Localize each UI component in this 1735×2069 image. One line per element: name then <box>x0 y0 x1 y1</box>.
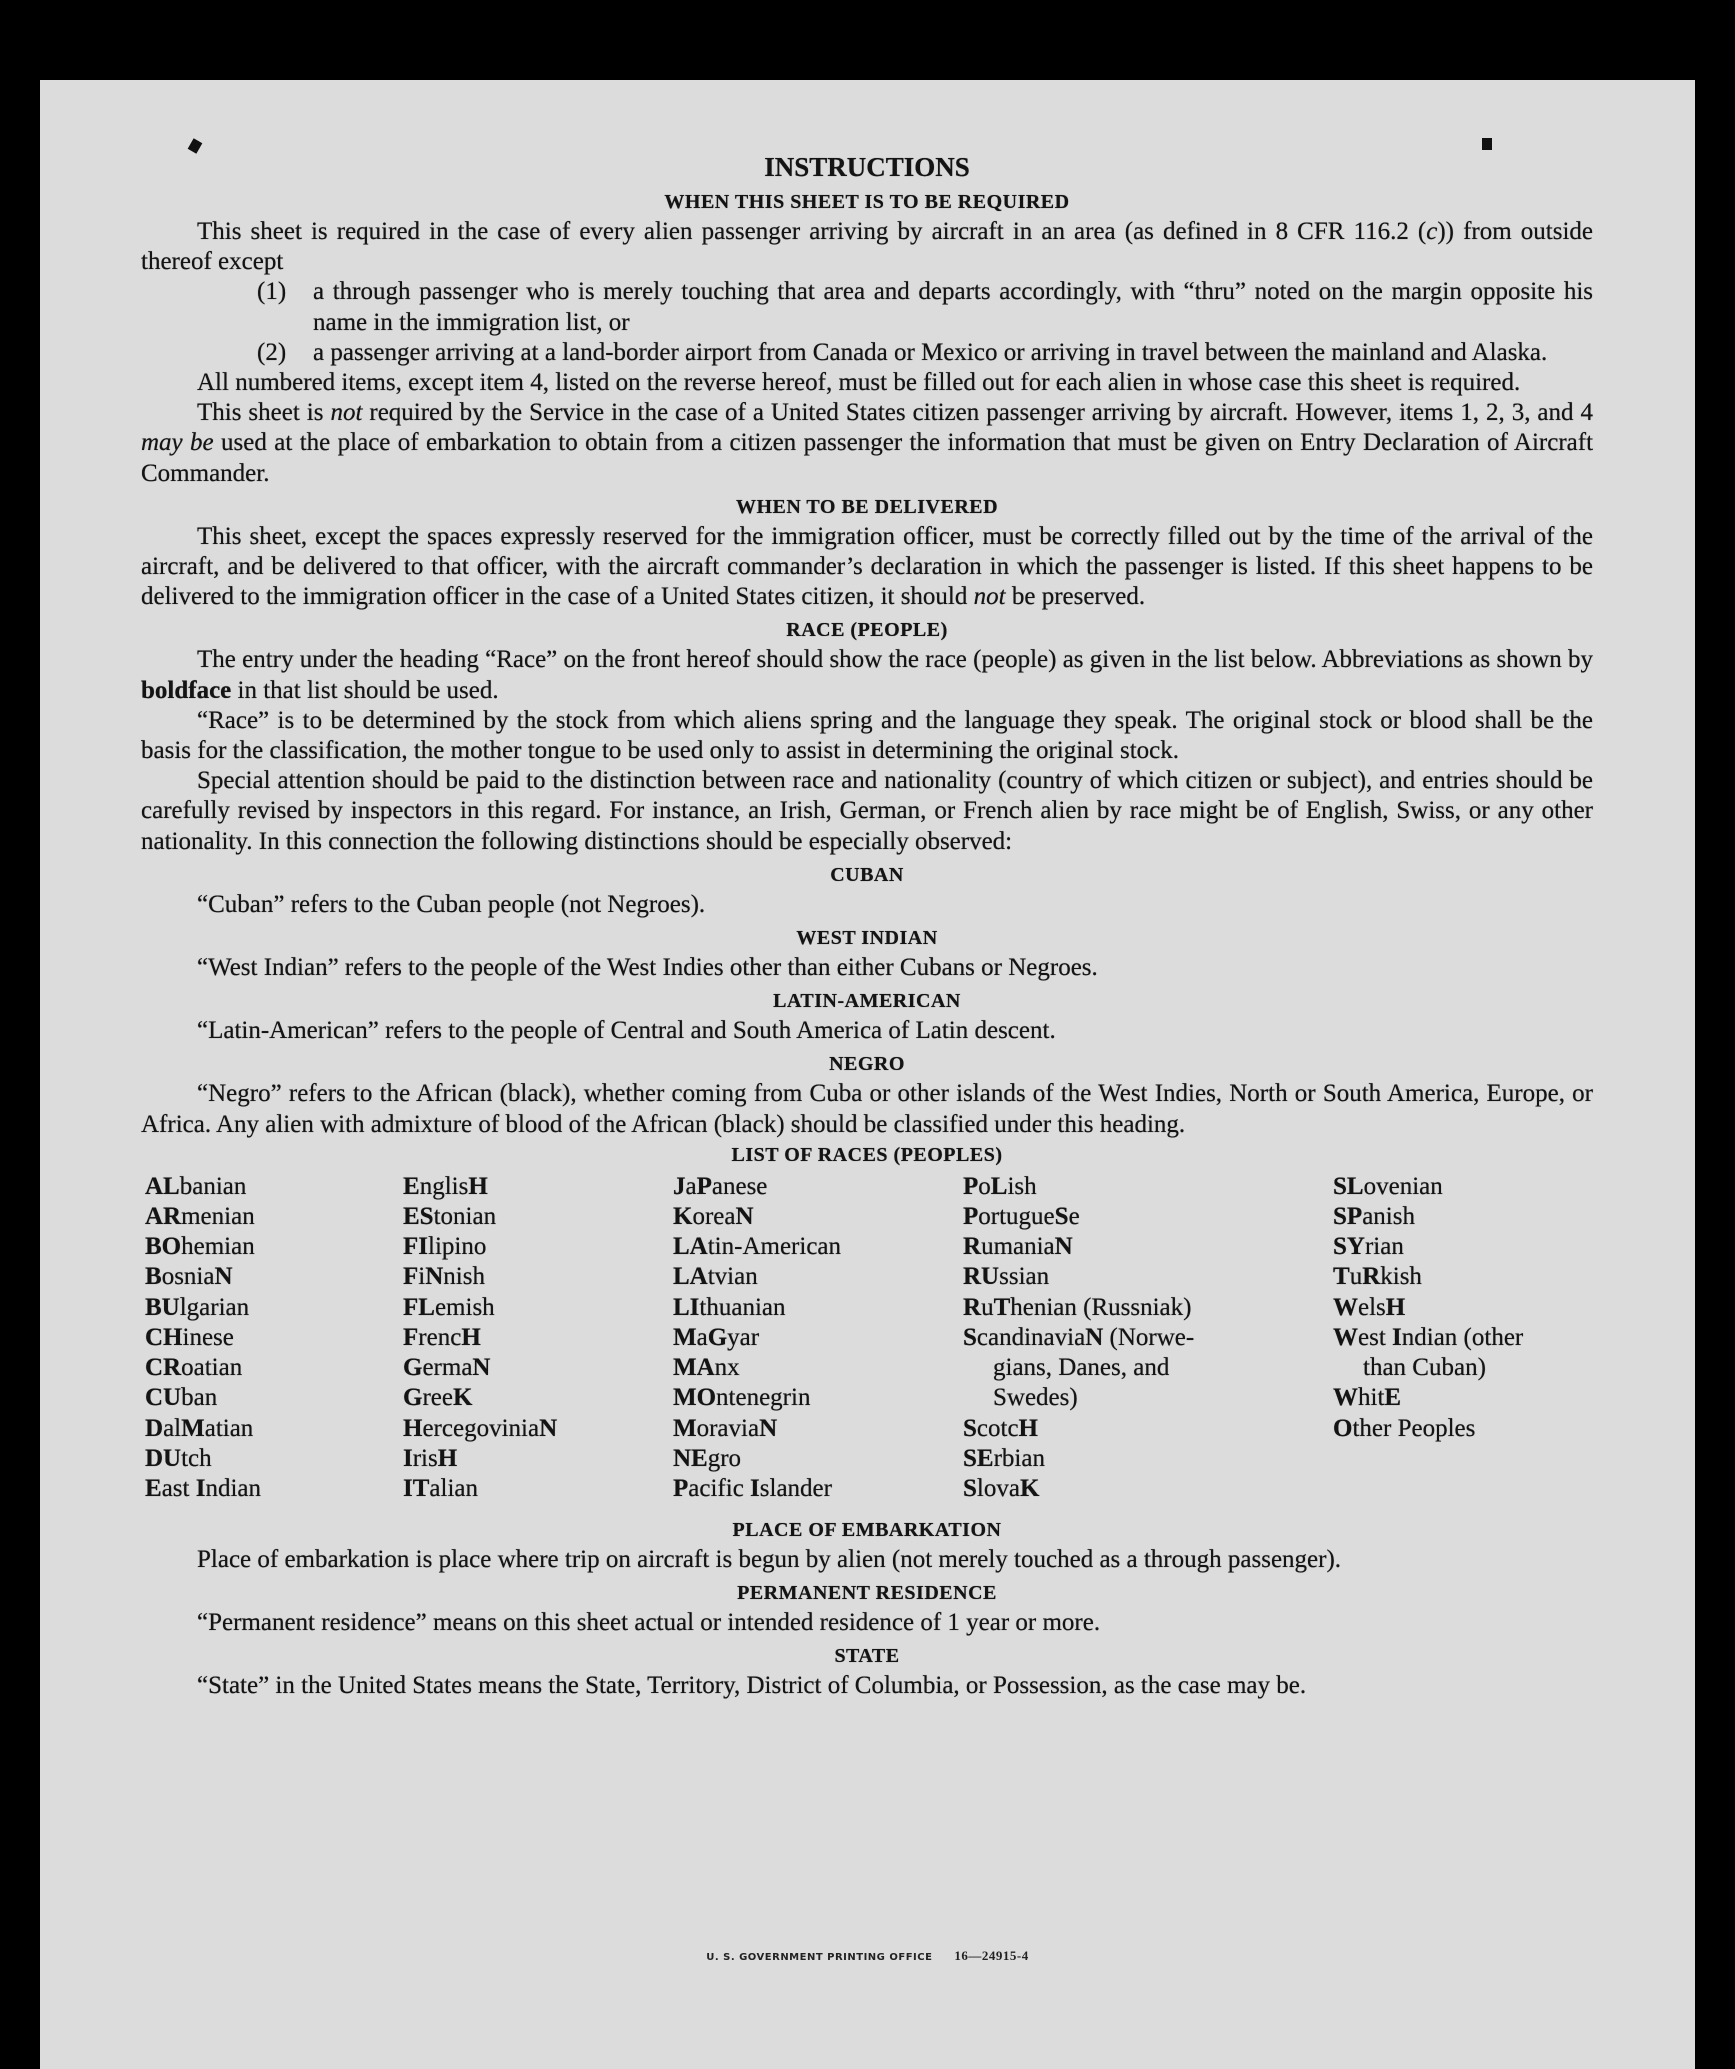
bold-text: boldface <box>141 676 232 704</box>
race-entry <box>673 1444 841 1474</box>
race-entry <box>145 1293 261 1323</box>
race-text: ast <box>161 1474 196 1502</box>
text-run: )) from outside thereof except <box>141 218 1593 276</box>
printer-name: U. S. GOVERNMENT PRINTING OFFICE <box>706 1952 933 1963</box>
race-abbreviation: K <box>1019 1474 1040 1502</box>
race-abbreviation: MA <box>673 1354 715 1382</box>
race-entry <box>403 1383 557 1413</box>
text-run: a through passenger who is merely touching that area and departs accordingly, with “thru” noted on the margin opposite his name in the immigration list, or <box>313 278 1593 336</box>
race-abbreviation: W <box>1333 1293 1358 1321</box>
race-text: than Cuban) <box>1363 1354 1486 1382</box>
race-abbreviation: M <box>673 1414 697 1442</box>
race-text: ndian <box>205 1474 261 1502</box>
race-abbreviation: FI <box>403 1233 428 1261</box>
race-abbreviation: BU <box>145 1293 180 1321</box>
race-text: tonian <box>433 1203 497 1231</box>
race-abbreviation: FL <box>403 1293 435 1321</box>
race-entry <box>403 1353 557 1383</box>
race-abbreviation: N <box>735 1203 754 1231</box>
race-list-heading: LIST OF RACES (PEOPLES) <box>731 1143 1003 1166</box>
race-text: cotc <box>976 1414 1019 1442</box>
race-entry <box>145 1383 261 1413</box>
race-abbreviation: ES <box>403 1203 434 1231</box>
race-entry <box>1333 1414 1595 1444</box>
race-text: al <box>163 1414 182 1442</box>
race-abbreviation: LA <box>673 1263 708 1291</box>
race-abbreviation: N <box>1085 1323 1104 1351</box>
race-text: o <box>978 1172 991 1200</box>
section-heading: WHEN THIS SHEET IS TO BE REQUIRED <box>664 191 1070 213</box>
text-run: This sheet is required in the case of every alien passenger arriving by aircraft in an area (as defined in 8 CFR 116.2 ( <box>197 218 1427 245</box>
race-entry <box>403 1293 557 1323</box>
race-column <box>403 1172 557 1504</box>
text-run: “Latin-American” refers to the people of Central and South America of Latin descent. <box>197 1017 1056 1045</box>
paragraph <box>141 1671 1593 1701</box>
race-text: candinavia <box>976 1323 1086 1351</box>
italic-text: not <box>330 399 363 427</box>
race-entry <box>1333 1262 1595 1292</box>
race-entry <box>145 1353 261 1383</box>
race-abbreviation: DU <box>145 1444 182 1472</box>
race-abbreviation: K <box>452 1384 473 1412</box>
race-abbreviation: S <box>963 1414 977 1442</box>
race-abbreviation: W <box>1333 1323 1358 1351</box>
race-abbreviation: RU <box>963 1263 1000 1291</box>
race-abbreviation: I <box>1392 1323 1402 1351</box>
race-text: alian <box>429 1474 478 1502</box>
race-text: e <box>1068 1203 1080 1231</box>
race-text: a <box>685 1172 697 1200</box>
race-abbreviation: T <box>1333 1263 1350 1291</box>
race-text: ban <box>181 1384 218 1412</box>
paragraph <box>141 1545 1593 1575</box>
race-abbreviation: P <box>696 1172 712 1200</box>
race-text: est <box>1358 1323 1393 1351</box>
race-abbreviation: LI <box>673 1293 700 1321</box>
race-entry <box>403 1414 557 1444</box>
race-entry <box>403 1444 557 1474</box>
section-heading: WEST INDIAN <box>796 927 938 950</box>
race-abbreviation: N <box>539 1414 558 1442</box>
race-abbreviation: H <box>468 1172 488 1200</box>
race-abbreviation: K <box>673 1203 693 1231</box>
race-abbreviation: IT <box>403 1474 430 1502</box>
race-abbreviation: H <box>461 1323 481 1351</box>
race-abbreviation: MO <box>673 1384 717 1412</box>
race-abbreviation: R <box>963 1233 982 1261</box>
race-text: kish <box>1380 1263 1422 1291</box>
instructions-content <box>141 150 1593 1701</box>
race-entry <box>145 1323 261 1353</box>
paragraph <box>141 766 1593 857</box>
race-text: ovenian <box>1363 1172 1443 1200</box>
race-text: atian <box>204 1414 254 1442</box>
race-text: ree <box>422 1384 453 1412</box>
race-text: ortugue <box>978 1203 1055 1231</box>
section-heading: PLACE OF EMBARKATION <box>732 1518 1002 1541</box>
race-entry <box>673 1323 841 1353</box>
race-entry <box>673 1383 841 1413</box>
race-entry <box>673 1293 841 1323</box>
race-text: orea <box>692 1203 736 1231</box>
text-run: This sheet is <box>197 399 331 427</box>
race-entry <box>673 1232 841 1262</box>
race-text: osnia <box>161 1263 215 1291</box>
paragraph <box>141 368 1593 398</box>
paragraph <box>141 1016 1593 1046</box>
item-text <box>313 338 1593 368</box>
race-abbreviation: AL <box>145 1172 180 1200</box>
race-entry <box>963 1202 1255 1232</box>
race-entry <box>403 1323 557 1353</box>
text-run: All numbered items, except item 4, listed on the reverse hereof, must be filled out for each alien in whose case this sheet is required. <box>197 369 1521 397</box>
race-text: els <box>1358 1293 1386 1321</box>
race-entry <box>963 1172 1255 1202</box>
race-text: u <box>981 1293 994 1321</box>
race-entry <box>403 1474 557 1504</box>
section-heading: WHEN TO BE DELIVERED <box>735 495 999 518</box>
text-run: a passenger arriving at a land-border airport from Canada or Mexico or arriving in travel between the mainland and Alaska. <box>313 338 1548 366</box>
paragraph <box>141 645 1593 705</box>
race-abbreviation: P <box>963 1172 979 1200</box>
race-abbreviation: H <box>437 1444 458 1472</box>
race-abbreviation: SE <box>963 1444 994 1472</box>
race-entry <box>673 1262 841 1292</box>
race-text: rian <box>1364 1233 1404 1261</box>
race-text: tch <box>181 1444 212 1472</box>
race-entry <box>673 1202 841 1232</box>
race-abbreviation: I <box>750 1474 760 1502</box>
race-text: ndian (other <box>1401 1323 1524 1351</box>
text-run: used at the place of embarkation to obtain from a citizen passenger the information that must be given on Entry Declaration of Aircraft Commander. <box>141 429 1594 487</box>
race-abbreviation: NE <box>673 1444 708 1472</box>
race-entry <box>963 1293 1255 1323</box>
race-abbreviation: E <box>145 1474 162 1502</box>
italic-text: not <box>973 583 1006 611</box>
race-entry <box>145 1202 261 1232</box>
race-entry <box>673 1353 841 1383</box>
race-abbreviation: J <box>673 1172 686 1200</box>
race-text: hit <box>1358 1384 1385 1412</box>
race-text: yar <box>727 1323 760 1351</box>
race-text: lgarian <box>179 1293 250 1321</box>
race-text: ish <box>1007 1172 1037 1200</box>
italic-text: c <box>1426 218 1438 245</box>
race-text: lova <box>976 1474 1020 1502</box>
race-column <box>673 1172 841 1504</box>
paragraph <box>141 1079 1593 1139</box>
race-abbreviation: O <box>1333 1414 1353 1442</box>
race-abbreviation: I <box>195 1474 206 1502</box>
race-abbreviation: M <box>673 1323 697 1351</box>
race-abbreviation: L <box>990 1172 1008 1200</box>
race-abbreviation: BO <box>145 1233 182 1261</box>
race-entry <box>1333 1323 1595 1383</box>
race-text: (Norwe- <box>1103 1323 1195 1351</box>
section-heading: NEGRO <box>829 1053 905 1076</box>
race-abbreviation: E <box>1384 1384 1402 1412</box>
race-entry <box>403 1172 557 1202</box>
paragraph <box>141 522 1593 613</box>
race-abbreviation: N <box>214 1263 233 1291</box>
paragraph <box>141 217 1593 277</box>
race-abbreviation: H <box>1385 1293 1406 1321</box>
race-abbreviation: P <box>673 1474 689 1502</box>
race-abbreviation: I <box>403 1444 413 1472</box>
race-text: rbian <box>993 1444 1045 1472</box>
race-text: nish <box>443 1263 485 1291</box>
race-entry <box>145 1232 261 1262</box>
race-entry <box>673 1414 841 1444</box>
race-text: nglis <box>419 1172 469 1200</box>
section-heading: STATE <box>834 1645 900 1668</box>
sections <box>141 187 1593 1140</box>
section-heading: RACE (PEOPLE) <box>786 619 948 642</box>
race-list <box>141 1172 1593 1512</box>
race-text: emish <box>434 1293 495 1321</box>
race-entry <box>145 1474 261 1504</box>
race-column <box>963 1172 1255 1504</box>
race-entry <box>1333 1293 1595 1323</box>
paragraph <box>141 1608 1593 1638</box>
race-text: lipino <box>428 1233 487 1261</box>
race-entry <box>673 1474 841 1504</box>
race-abbreviation: G <box>707 1323 728 1351</box>
race-text: gro <box>707 1444 742 1472</box>
race-text: umania <box>981 1233 1055 1261</box>
race-entry <box>403 1202 557 1232</box>
race-abbreviation: G <box>403 1354 423 1382</box>
race-text: oatian <box>181 1354 243 1382</box>
numbered-item <box>141 277 1593 337</box>
race-abbreviation: SL <box>1333 1172 1364 1200</box>
section-heading: CUBAN <box>830 863 904 886</box>
race-abbreviation: LA <box>673 1233 708 1261</box>
item-number: (1) <box>257 278 287 306</box>
race-entry <box>963 1414 1255 1444</box>
text-run: in that list should be used. <box>231 676 499 704</box>
text-run: The entry under the heading “Race” on the front hereof should show the race (people) as given in the list below. Abbreviations as shown by <box>197 646 1593 674</box>
race-text: oravia <box>696 1414 760 1442</box>
race-text: gians, Danes, and Swedes) <box>993 1354 1170 1412</box>
race-entry <box>403 1262 557 1292</box>
race-abbreviation: P <box>963 1203 979 1231</box>
italic-text: may be <box>141 429 214 457</box>
race-text: henian (Russniak) <box>1010 1293 1192 1321</box>
race-abbreviation: T <box>993 1293 1011 1321</box>
race-abbreviation: CU <box>145 1384 182 1412</box>
page-title: INSTRUCTIONS <box>764 152 970 182</box>
race-abbreviation: G <box>403 1384 423 1412</box>
race-text: renc <box>418 1323 462 1351</box>
race-text: inese <box>182 1323 234 1351</box>
text-run: required by the Service in the case of a United States citizen passenger arriving by aircraft. However, items 1, 2, 3, and 4 <box>362 399 1593 427</box>
paragraph <box>141 398 1593 489</box>
race-entry <box>1333 1383 1595 1413</box>
race-abbreviation: E <box>403 1172 420 1200</box>
race-abbreviation: N <box>425 1263 444 1291</box>
item-text <box>313 277 1593 337</box>
race-text: ssian <box>999 1263 1050 1291</box>
race-entry <box>1333 1172 1595 1202</box>
race-abbreviation: R <box>1362 1263 1381 1291</box>
item-number: (2) <box>257 338 287 366</box>
race-entry <box>145 1262 261 1292</box>
race-abbreviation: M <box>181 1414 205 1442</box>
text-run: Special attention should be paid to the distinction between race and nationality (country of which citizen or subject), and entries should be carefully revised by inspectors in this regard. For instance, an Irish, German, or French alien by race might be of English, Swiss, or any other nationality. In this connection the following distinctions should be especially observed: <box>141 767 1593 855</box>
race-abbreviation: D <box>145 1414 164 1442</box>
race-entry <box>145 1172 261 1202</box>
race-abbreviation: H <box>1018 1414 1038 1442</box>
section-heading: LATIN-AMERICAN <box>773 990 961 1013</box>
race-entry <box>963 1444 1255 1474</box>
race-entry <box>963 1323 1255 1414</box>
numbered-item <box>141 338 1593 368</box>
paragraph <box>141 953 1593 983</box>
race-text: ercegovinia <box>422 1414 540 1442</box>
paragraph <box>141 706 1593 766</box>
race-text: anese <box>711 1172 768 1200</box>
race-abbreviation: B <box>145 1263 162 1291</box>
race-abbreviation: N <box>1054 1233 1073 1261</box>
race-abbreviation: SY <box>1333 1233 1365 1261</box>
printer-imprint <box>0 1948 1735 1964</box>
race-text: tin-American <box>707 1233 842 1261</box>
race-abbreviation: N <box>472 1354 491 1382</box>
race-text: slander <box>759 1474 832 1502</box>
text-run: be preserved. <box>1005 583 1146 611</box>
race-abbreviation: H <box>403 1414 423 1442</box>
text-run: “West Indian” refers to the people of the West Indies other than either Cubans or Negroes. <box>197 954 1098 982</box>
race-abbreviation: CH <box>145 1323 183 1351</box>
text-run: This sheet, except the spaces expressly reserved for the immigration officer, must be correctly filled out by the time of the arrival of the aircraft, and be delivered to that officer, with the aircraft commander’s declaration in which the passenger is listed. If this sheet happens to be delivered to the immigration officer in the case of a United States citizen, it should <box>141 522 1593 611</box>
race-abbreviation: F <box>403 1263 419 1291</box>
race-text: erma <box>422 1354 473 1382</box>
race-column <box>1333 1172 1595 1444</box>
race-text: menian <box>181 1203 255 1231</box>
race-entry <box>1333 1202 1595 1232</box>
text-run: “Permanent residence” means on this sheet actual or intended residence of 1 year or more. <box>197 1609 1101 1637</box>
text-run: “State” in the United States means the State, Territory, District of Columbia, or Possession, as the case may be. <box>197 1672 1307 1700</box>
race-abbreviation: AR <box>145 1203 182 1231</box>
race-text: banian <box>179 1172 247 1200</box>
race-abbreviation: S <box>1054 1203 1069 1231</box>
race-text: nx <box>714 1354 740 1382</box>
text-run: “Negro” refers to the African (black), whether coming from Cuba or other islands of the West Indies, North or South America, Europe, or Africa. Any alien with admixture of blood of the African (black) should be classified under this heading. <box>141 1080 1593 1138</box>
race-abbreviation: SP <box>1333 1203 1363 1231</box>
race-text: ris <box>412 1444 438 1472</box>
text-run: “Cuban” refers to the Cuban people (not Negroes). <box>197 890 706 918</box>
race-text: ntenegrin <box>716 1384 811 1412</box>
race-text: ther Peoples <box>1352 1414 1476 1442</box>
sections-after <box>141 1515 1593 1702</box>
race-entry <box>145 1414 261 1444</box>
race-abbreviation: S <box>963 1474 977 1502</box>
race-column <box>145 1172 261 1504</box>
paragraph <box>141 890 1593 920</box>
race-text: acific <box>688 1474 751 1502</box>
race-text: anish <box>1362 1203 1415 1231</box>
form-code: 16—24915-4 <box>954 1948 1029 1963</box>
race-text: a <box>696 1323 708 1351</box>
race-entry <box>963 1262 1255 1292</box>
text-run: “Race” is to be determined by the stock from which aliens spring and the language they speak. The original stock or blood shall be the basis for the classification, the mother tongue to be used only to assist in determining the original stock. <box>141 706 1593 765</box>
race-abbreviation: N <box>759 1414 778 1442</box>
race-text: u <box>1349 1263 1363 1291</box>
race-abbreviation: R <box>963 1293 982 1321</box>
race-text: thuanian <box>699 1293 786 1321</box>
race-entry <box>403 1232 557 1262</box>
race-text: hemian <box>181 1233 255 1261</box>
race-entry <box>963 1232 1255 1262</box>
race-entry <box>1333 1232 1595 1262</box>
race-text: tvian <box>707 1263 758 1291</box>
race-abbreviation: S <box>963 1323 977 1351</box>
race-abbreviation: F <box>403 1323 419 1351</box>
scan-mark <box>1482 138 1492 150</box>
text-run: Place of embarkation is place where trip on aircraft is begun by alien (not merely touched as a through passenger). <box>197 1545 1342 1573</box>
race-entry <box>963 1474 1255 1504</box>
race-abbreviation: CR <box>145 1354 182 1382</box>
race-text: i <box>418 1263 426 1291</box>
race-entry <box>673 1172 841 1202</box>
race-entry <box>145 1444 261 1474</box>
race-abbreviation: W <box>1333 1384 1358 1412</box>
section-heading: PERMANENT RESIDENCE <box>737 1582 997 1605</box>
